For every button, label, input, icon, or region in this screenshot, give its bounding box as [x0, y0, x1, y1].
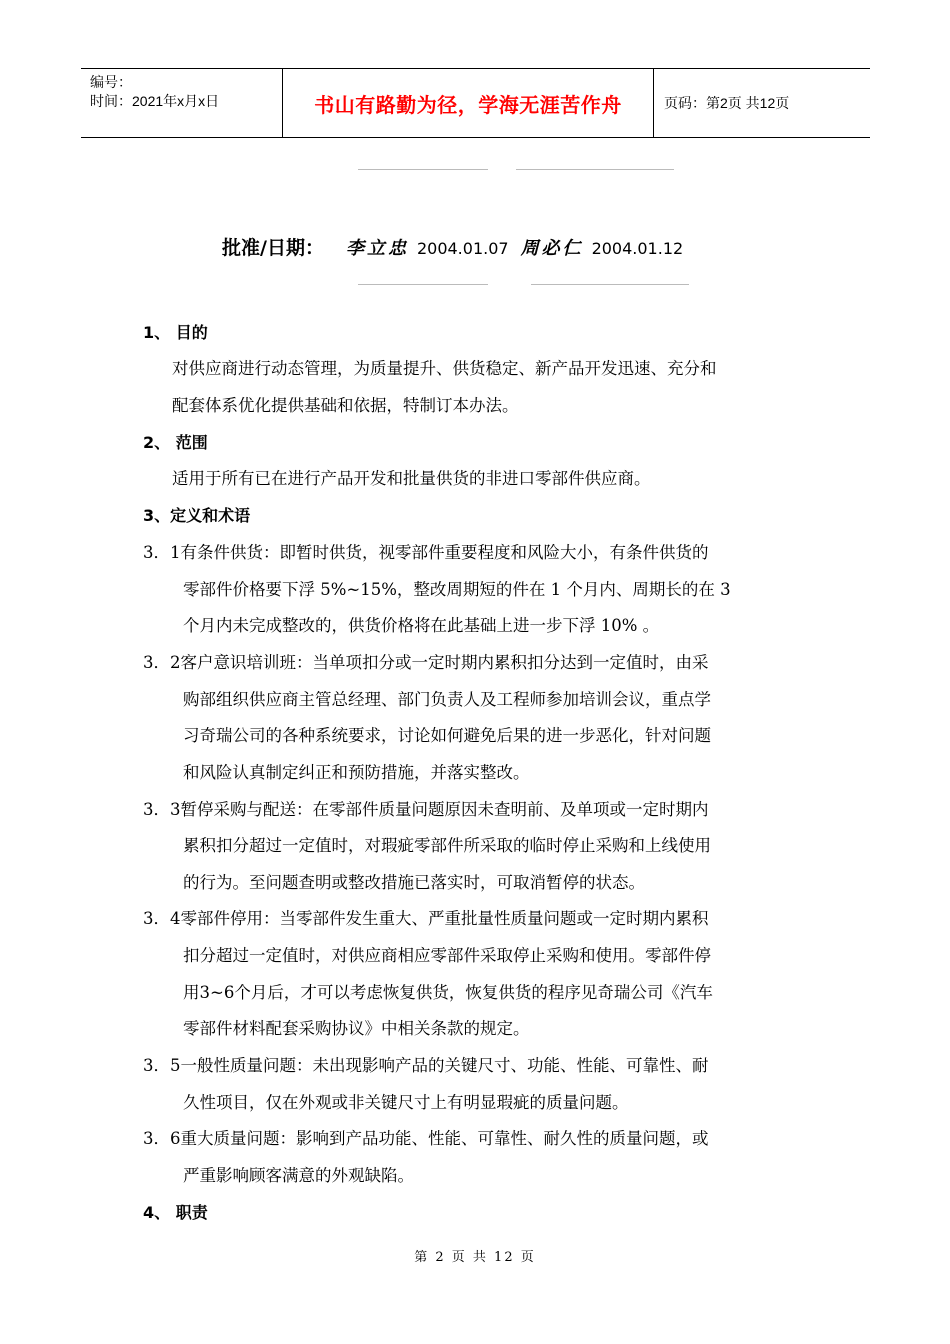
definition-line: 的行为。至问题查明或整改措施已落实时，可取消暂停的状态。	[183, 873, 645, 892]
approval-date-1: 2004.01.07	[416, 239, 509, 258]
signature-1: 李立忠	[345, 238, 409, 259]
definition-line: 累积扣分超过一定值时，对瑕疵零部件所采取的临时停止采购和上线使用	[183, 836, 711, 855]
section-heading: 3、定义和术语	[143, 506, 251, 525]
definition-line: 个月内未完成整改的，供货价格将在此基础上进一步下浮 10% 。	[183, 616, 660, 635]
definition-line: 久性项目，仅在外观或非关键尺寸上有明显瑕疵的质量问题。	[183, 1093, 629, 1112]
definition-line: 严重影响顾客满意的外观缺陷。	[183, 1166, 414, 1185]
definition-line: 3．6重大质量问题：影响到产品功能、性能、可靠性、耐久性的质量问题，或	[143, 1129, 709, 1148]
section-heading: 4、 职责	[143, 1203, 208, 1222]
number-label: 编号：	[90, 74, 132, 90]
definition-line: 3．3暂停采购与配送：在零部件质量问题原因未查明前、及单项或一定时期内	[143, 800, 709, 819]
page-footer: 第 2 页 共 12 页	[414, 1250, 536, 1265]
time-label: 时间：2021年x月x日	[90, 93, 220, 109]
page-info: 页码：第2页 共12页	[664, 95, 790, 111]
definition-line: 和风险认真制定纠正和预防措施，并落实整改。	[183, 763, 530, 782]
paragraph-line: 适用于所有已在进行产品开发和批量供货的非进口零部件供应商。	[172, 469, 651, 488]
definition-line: 购部组织供应商主管总经理、部门负责人及工程师参加培训会议，重点学	[183, 690, 711, 709]
definition-line: 零部件价格要下浮 5%~15%，整改周期短的件在 1 个月内、周期长的在 3	[183, 580, 731, 599]
section-heading: 2、 范围	[143, 433, 208, 452]
paragraph-line: 配套体系优化提供基础和依据，特制订本办法。	[172, 396, 519, 415]
approval-label: 批准/日期：	[222, 237, 324, 259]
definition-line: 3．1有条件供货：即暂时供货，视零部件重要程度和风险大小，有条件供货的	[143, 543, 709, 562]
signature-2: 周必仁	[520, 238, 584, 259]
motto-text: 书山有路勤为径，学海无涯苦作舟	[314, 92, 622, 117]
definition-line: 3．5一般性质量问题：未出现影响产品的关键尺寸、功能、性能、可靠性、耐	[143, 1056, 709, 1075]
approval-date-2: 2004.01.12	[591, 239, 684, 258]
definition-line: 扣分超过一定值时，对供应商相应零部件采取停止采购和使用。零部件停	[183, 946, 711, 965]
definition-line: 用3~6个月后，才可以考虑恢复供货，恢复供货的程序见奇瑞公司《汽车	[183, 983, 713, 1002]
definition-line: 3．4零部件停用：当零部件发生重大、严重批量性质量问题或一定时期内累积	[143, 909, 709, 928]
section-heading: 1、 目的	[143, 323, 208, 342]
definition-line: 零部件材料配套采购协议》中相关条款的规定。	[183, 1019, 530, 1038]
definition-line: 习奇瑞公司的各种系统要求，讨论如何避免后果的进一步恶化，针对问题	[183, 726, 711, 745]
paragraph-line: 对供应商进行动态管理，为质量提升、供货稳定、新产品开发迅速、充分和	[172, 359, 717, 378]
definition-line: 3．2客户意识培训班：当单项扣分或一定时期内累积扣分达到一定值时，由采	[143, 653, 709, 672]
